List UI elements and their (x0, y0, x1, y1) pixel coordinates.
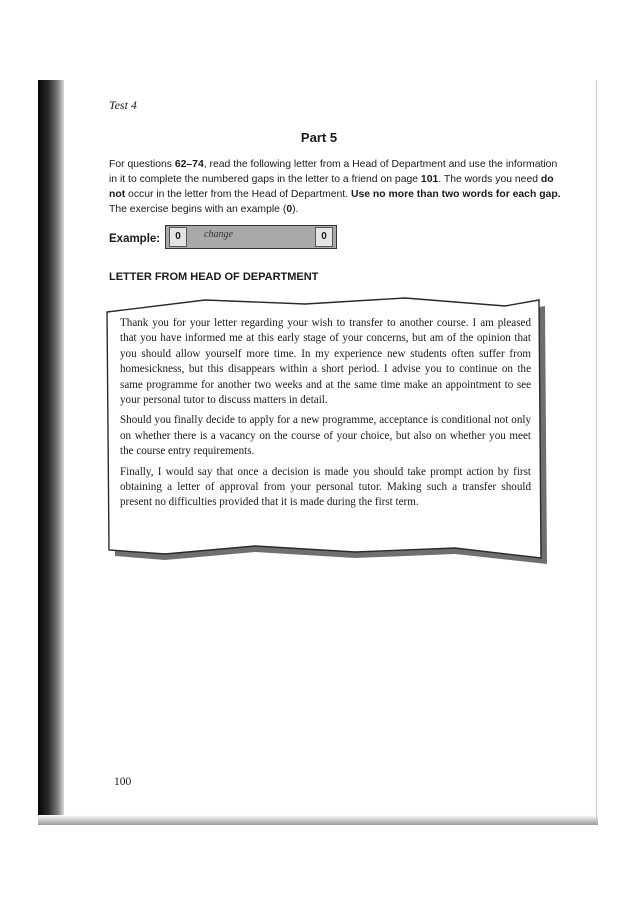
example-number-left: 0 (169, 227, 187, 247)
letter-paragraph-2: Should you finally decide to apply for a new programme, acceptance is conditional not only on whether there is a vacancy on the course of your choice, but also on whether you meet the course entry requirements. (120, 414, 531, 458)
instructions-line-2-text: in it to complete the numbered gaps in the letter to a friend on page 101. The words you need do (109, 174, 554, 185)
letter-paragraph-3: Finally, I would say that once a decision is made you should take prompt action by first obtaining a letter of approval from your personal tutor. Making such a transfer should present no difficulties provided that it is made during the first term. (120, 465, 531, 509)
part-title: Part 5 (300, 130, 338, 145)
instructions-line-1 (109, 157, 587, 172)
example-label: Example: (109, 233, 161, 245)
running-head: Test 4 (109, 98, 137, 112)
letter-body (120, 316, 531, 516)
instructions (109, 157, 587, 217)
instructions-line-1-text: For questions 62–74, read the following letter from a Head of Department and use the information (109, 159, 558, 170)
book-spine-shadow (38, 80, 64, 822)
instructions-line-3-text: not occur in the letter from the Head of Department. Use no more than two words for each gap. (109, 189, 561, 200)
example-answer: change (204, 229, 233, 240)
instructions-line-2 (109, 172, 587, 187)
page-right-edge (596, 80, 597, 822)
page-number: 100 (114, 776, 132, 788)
instructions-line-4 (109, 202, 587, 217)
example-number-right: 0 (315, 227, 333, 247)
letter-heading: LETTER FROM HEAD OF DEPARTMENT (109, 271, 319, 283)
instructions-line-4-text: The exercise begins with an example (0). (109, 204, 299, 215)
page-bottom-shadow (38, 815, 598, 825)
instructions-line-3 (109, 187, 587, 202)
example-answer-box (165, 225, 337, 249)
letter-paragraph-1: Thank you for your letter regarding your wish to transfer to another course. I am pleased that you have informed me at this early stage of your concerns, but am of the opinion that you should allow yourself more time. In my experience new students often suffer from homesickness, but this disappears within a short period. I advise you to continue on the same programme for another two weeks and at the same time make an appointment to see your personal tutor to discuss matters in detail. (120, 317, 531, 407)
